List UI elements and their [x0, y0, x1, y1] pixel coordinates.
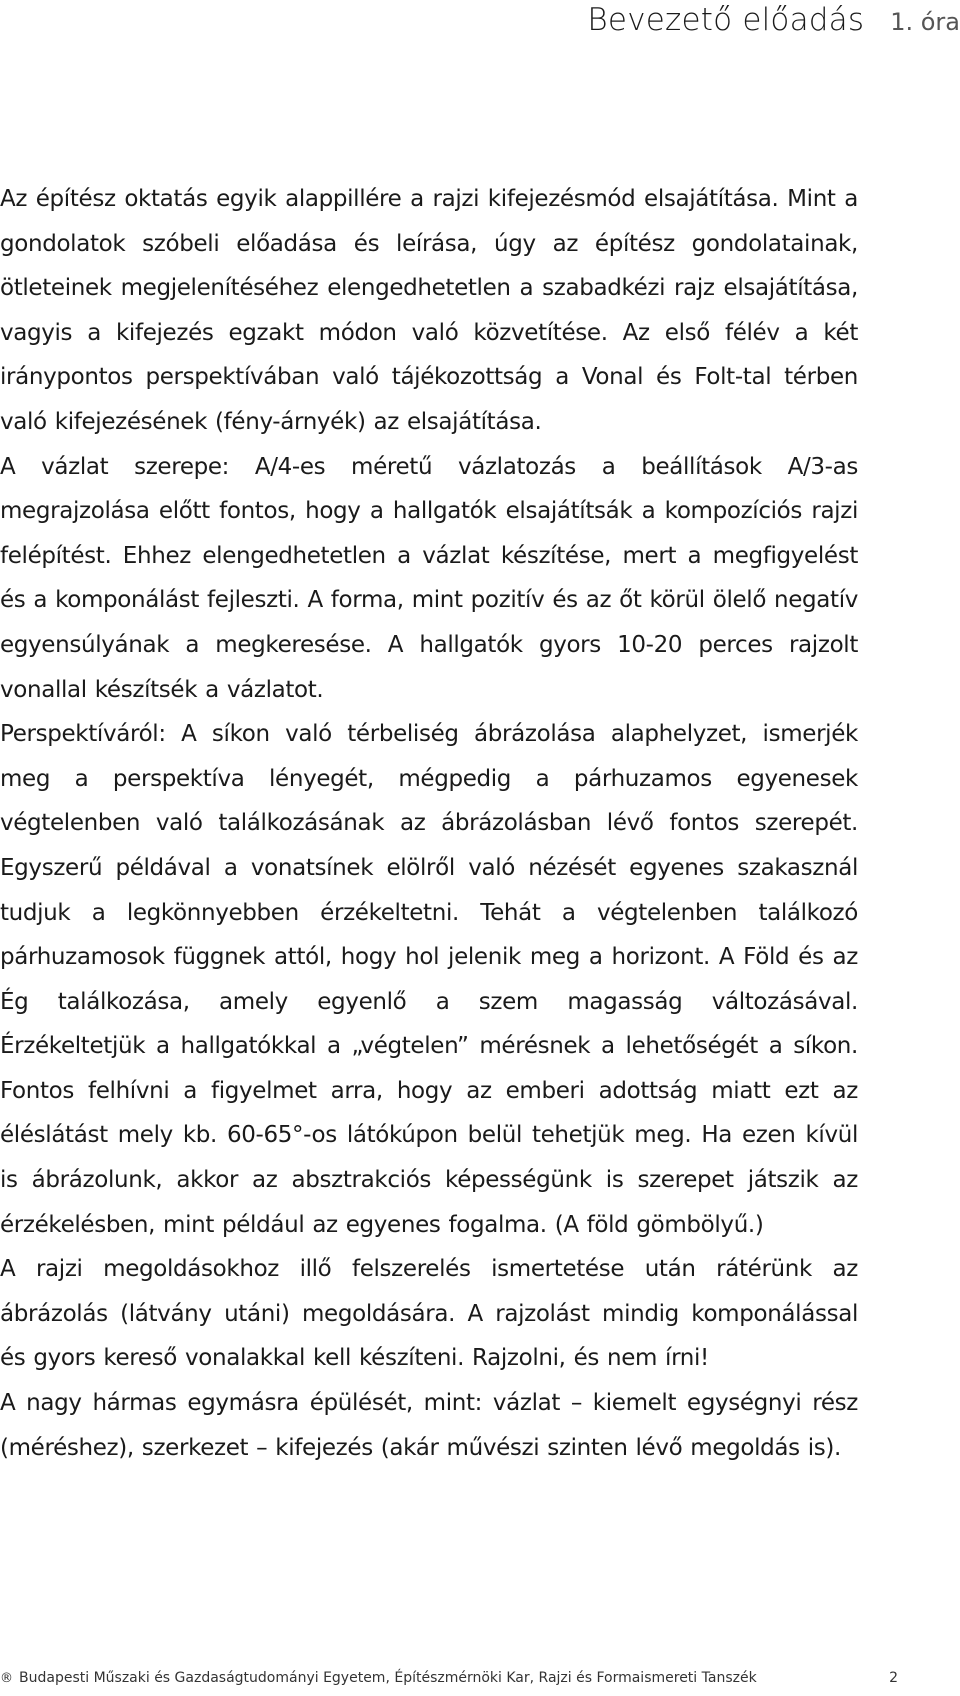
paragraph: Perspektíváról: A síkon való térbeliség ábrázolása alaphelyzet, ismerjék meg a perspektíva lényegét, mégpedig a párhuzamos egyenesek végtelenben való találkozásának az ábrázolásban lévő fontos szerepét. Egyszerű példával a vonatsínek elölről való nézését egyenes szakasznál tudjuk a legkönnyebben érzékeltetni. Tehát a végtelenben találkozó párhuzamosok függnek attól, hogy hol jelenik meg a horizont. A Föld és az Ég találkozása, amely egyenlő a szem magasság változásával. Érzékeltetjük a hallgatókkal a „végtelen” mérésnek a lehetőségét a síkon. Fontos felhívni a figyelmet arra, hogy az emberi adottság miatt ezt az éléslátást mely kb. 60-65°-os látókúpon belül tehetjük meg. Ha ezen kívül is ábrázolunk, akkor az absztrakciós képességünk is szerepet játszik az érzékelésben, mint például az egyenes fogalma. (A föld gömbölyű.): [0, 721, 858, 1238]
paragraph: A nagy hármas egymásra épülését, mint: vázlat – kiemelt egységnyi rész (méréshez), szerkezet – kifejezés (akár művészi szinten lévő megoldás is).: [0, 1390, 858, 1461]
paragraph: A rajzi megoldásokhoz illő felszerelés ismertetése után rátérünk az ábrázolás (látvány utáni) megoldására. A rajzolást mindig komponálással és gyors kereső vonalakkal kell készíteni. Rajzolni, és nem írni!: [0, 1256, 858, 1372]
page-number: 2: [889, 1670, 898, 1686]
registered-mark: ®: [0, 1671, 13, 1686]
footer-institution: Budapesti Műszaki és Gazdaságtudományi Egyetem, Építészmérnöki Kar, Rajzi és Formaismereti Tanszék: [19, 1670, 757, 1686]
chapter-label: 1. óra: [890, 8, 960, 36]
footer-institution-block: [0, 1668, 757, 1689]
paragraph: Az építész oktatás egyik alappillére a rajzi kifejezésmód elsajátítása. Mint a gondolatok szóbeli előadása és leírása, úgy az építész gondolatainak, ötleteinek megjelenítéséhez elengedhetetlen a szabadkézi rajz elsajátítása, vagyis a kifejezés egzakt módon való közvetítése. Az első félév a két iránypontos perspektívában való tájékozottság a Vonal és Folt-tal térben való kifejezésének (fény-árnyék) az elsajátítása.: [0, 186, 858, 435]
page-header: [587, 0, 960, 40]
page-title: Bevezető előadás: [587, 2, 865, 38]
page-footer: [0, 1668, 898, 1689]
body-text: [0, 177, 858, 1470]
paragraph: A vázlat szerepe: A/4-es méretű vázlatozás a beállítások A/3-as megrajzolása előtt fontos, hogy a hallgatók elsajátítsák a kompozíciós rajzi felépítést. Ehhez elengedhetetlen a vázlat készítése, mert a megfigyelést és a komponálást fejleszti. A forma, mint pozitív és az őt körül ölelő negatív egyensúlyának a megkeresése. A hallgatók gyors 10-20 perces rajzolt vonallal készítsék a vázlatot.: [0, 453, 858, 703]
